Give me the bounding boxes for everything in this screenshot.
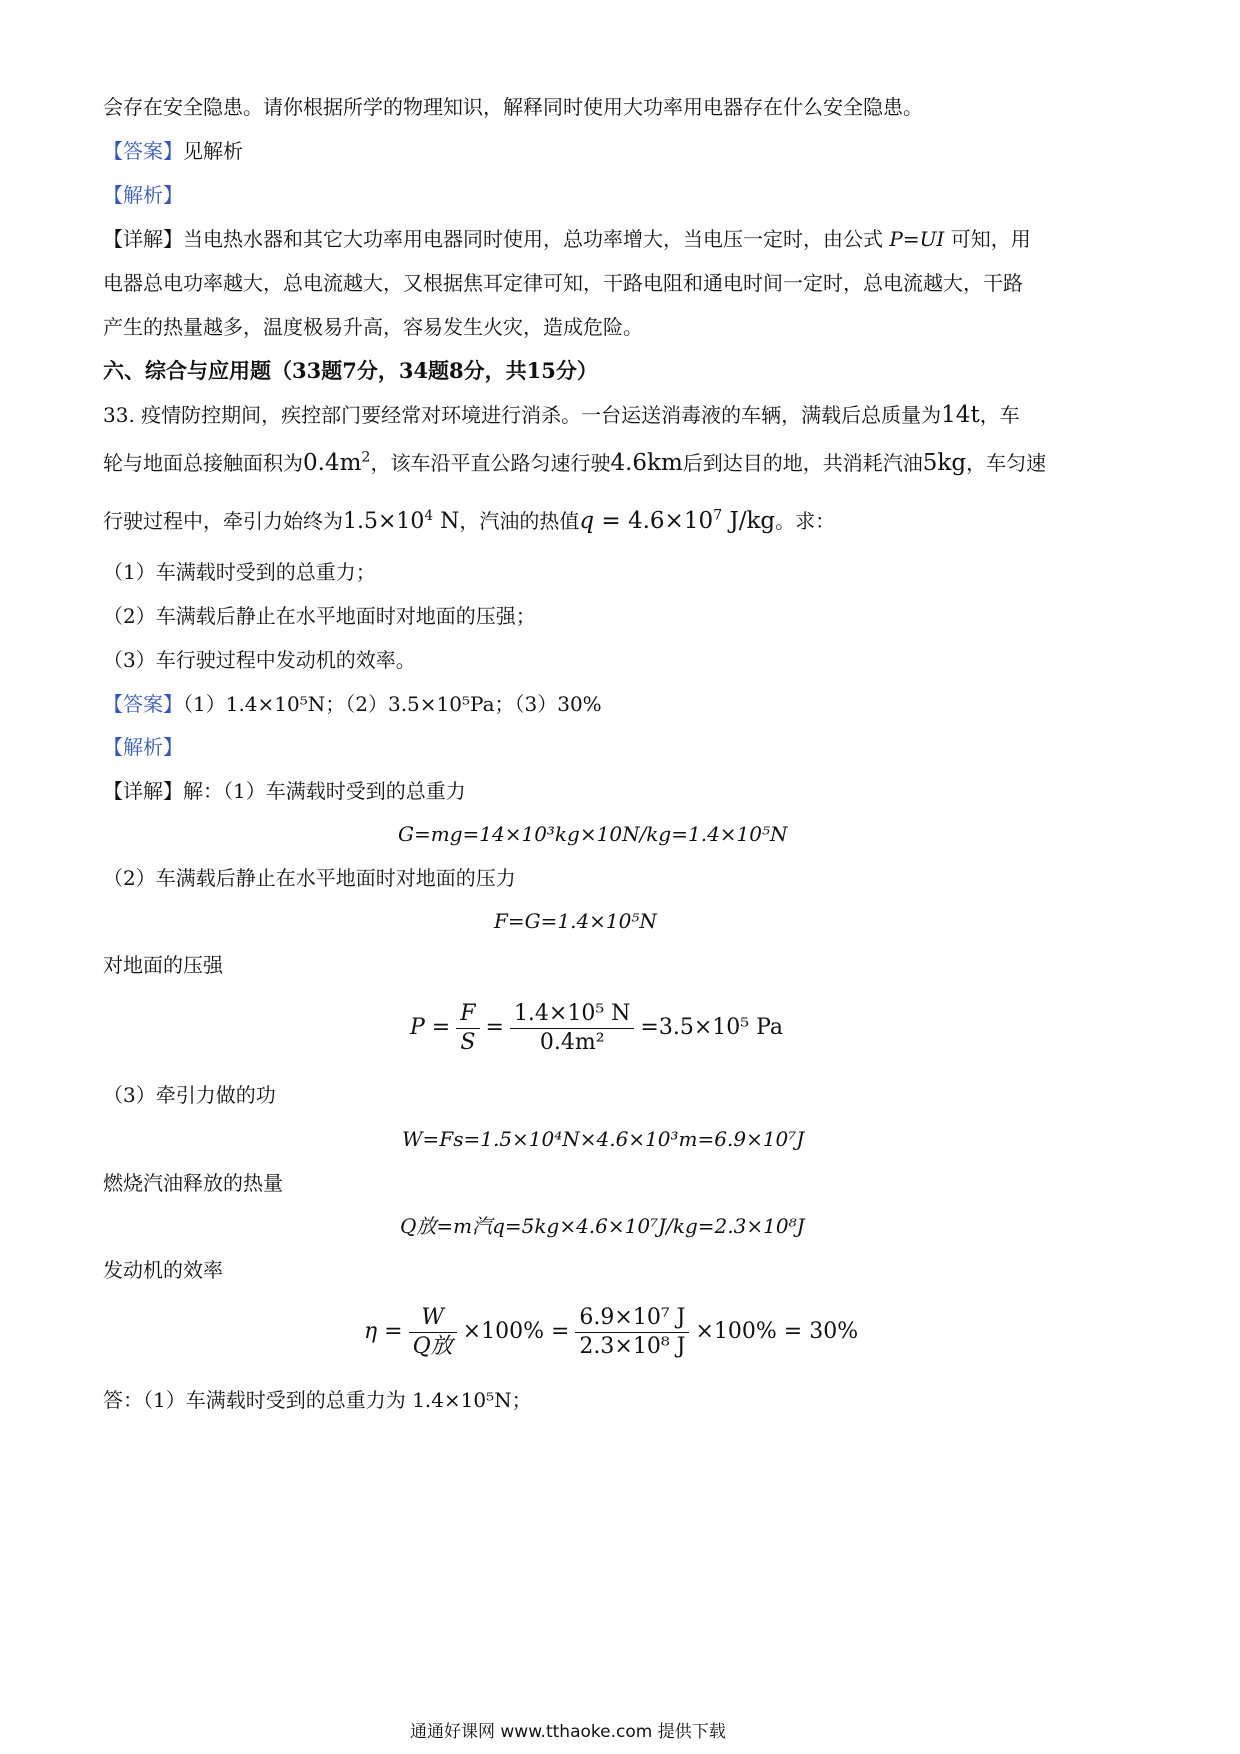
fraction-w-over-q: $\frac{W}{\text{Q放}}$: [409, 1304, 457, 1360]
formula-weight: G=mg=14×10³kg×10N/kg=1.4×10⁵N: [398, 822, 788, 846]
paragraph-efficiency: 发动机的效率: [103, 1258, 223, 1282]
final-answer-line: 答：（1）车满载时受到的总重力为 1.4×10⁵N；: [103, 1388, 532, 1412]
section-heading: 六、综合与应用题（33题7分，34题8分，共15分）: [103, 358, 598, 383]
q33-sub-1: （1）车满载时受到的总重力；: [103, 560, 376, 584]
q33-line-1: [103, 404, 1020, 427]
q33-sub-2: （2）车满载后静止在水平地面时对地面的压强；: [103, 604, 536, 628]
q33-text: 轮与地面总接触面积为: [103, 451, 303, 475]
fraction-values: $\frac{\text{1.4×10⁵ N}}{\text{0.4m²}}$: [510, 1000, 634, 1056]
detail-text: 解：（1）车满载时受到的总重力: [183, 779, 466, 803]
paragraph-pressure-force: （2）车满载后静止在水平地面时对地面的压力: [103, 866, 516, 890]
paragraph-heat: 燃烧汽油释放的热量: [103, 1171, 283, 1195]
formula-work: W=Fs=1.5×10⁴N×4.6×10³m=6.9×10⁷J: [402, 1127, 805, 1151]
q33-line-2: [103, 449, 1047, 476]
intro-detail-line-3: 产生的热量越多，温度极易升高，容易发生火灾，造成危险。: [103, 315, 643, 339]
answer-tag: 【答案】: [103, 692, 183, 716]
q33-mass: 14t: [941, 402, 980, 428]
q33-text: 。求：: [775, 509, 836, 533]
q33-answer: [103, 694, 602, 714]
fraction-efficiency-values: $\frac{\text{6.9×10⁷ J}}{\text{2.3×10⁸ J}}$: [575, 1304, 689, 1360]
intro-answer: [103, 141, 243, 161]
q33-text: ，汽油的热值: [459, 509, 580, 533]
q33-force: $1.5\times 10^4$ N: [343, 507, 460, 534]
formula-pressure: P = $\frac{F}{S}$ = $\frac{\text{1.4×10⁵ N}}{\text{0.4m²}}$ =3.5×10⁵ Pa: [410, 1001, 784, 1055]
answer-text: 见解析: [183, 139, 243, 163]
intro-line: 会存在安全隐患。请你根据所学的物理知识，解释同时使用大功率用电器存在什么安全隐患。: [103, 95, 923, 119]
formula-force: F=G=1.4×10⁵N: [494, 909, 657, 933]
footer-credit: 通通好课网 www.tthaoke.com 提供下载: [410, 1722, 726, 1742]
q33-area: $0.4m^2$: [303, 449, 371, 476]
q33-q-symbol: q: [579, 508, 595, 534]
intro-detail-line-1: [103, 229, 1031, 249]
paragraph-work: （3）牵引力做的功: [103, 1083, 276, 1107]
answer-tag: 【答案】: [103, 139, 183, 163]
q33-sub-3: （3）车行驶过程中发动机的效率。: [103, 648, 416, 672]
q33-distance: 4.6km: [610, 450, 683, 476]
q33-text: 33. 疫情防控期间，疾控部门要经常对环境进行消杀。一台运送消毒液的车辆，满载后总质量为: [103, 403, 942, 427]
q33-analysis-tag: 【解析】: [103, 735, 183, 759]
formula-efficiency: η = $\frac{W}{\text{Q放}}$ ×100% = $\frac{\text{6.9×10⁷ J}}{\text{2.3×10⁸ J}}$ ×100% = 30%: [364, 1305, 859, 1359]
q33-fuel: 5kg: [922, 450, 967, 476]
answer-text: （1）1.4×10⁵N；（2）3.5×10⁵Pa；（3）30%: [183, 692, 602, 716]
fraction-f-over-s: $\frac{F}{S}$: [456, 1000, 479, 1056]
q33-text-end: ，车: [979, 403, 1020, 427]
paragraph-pressure: 对地面的压强: [103, 953, 223, 977]
q33-heat-value: = $4.6\times 10^7$ J/kg: [594, 507, 776, 534]
intro-analysis-tag: 【解析】: [103, 183, 183, 207]
q33-line-3: [103, 507, 836, 534]
detail-text: 当电热水器和其它大功率用电器同时使用，总功率增大，当电压一定时，由公式: [183, 227, 883, 251]
detail-formula: P=UI: [889, 227, 945, 251]
detail-text-end: 可知，用: [950, 227, 1031, 251]
formula-heat: Q放=m汽q=5kg×4.6×10⁷J/kg=2.3×10⁸J: [400, 1214, 805, 1238]
detail-tag: 【详解】: [103, 779, 183, 803]
intro-detail-line-2: 电器总电功率越大，总电流越大，又根据焦耳定律可知，干路电阻和通电时间一定时，总电流越大，干路: [103, 271, 1023, 295]
q33-detail: [103, 781, 466, 801]
q33-text: ，该车沿平直公路匀速行驶: [370, 451, 611, 475]
q33-text: 行驶过程中，牵引力始终为: [103, 509, 343, 533]
detail-tag: 【详解】: [103, 227, 183, 251]
q33-text: 后到达目的地，共消耗汽油: [682, 451, 923, 475]
q33-text: ，车匀速: [966, 451, 1047, 475]
